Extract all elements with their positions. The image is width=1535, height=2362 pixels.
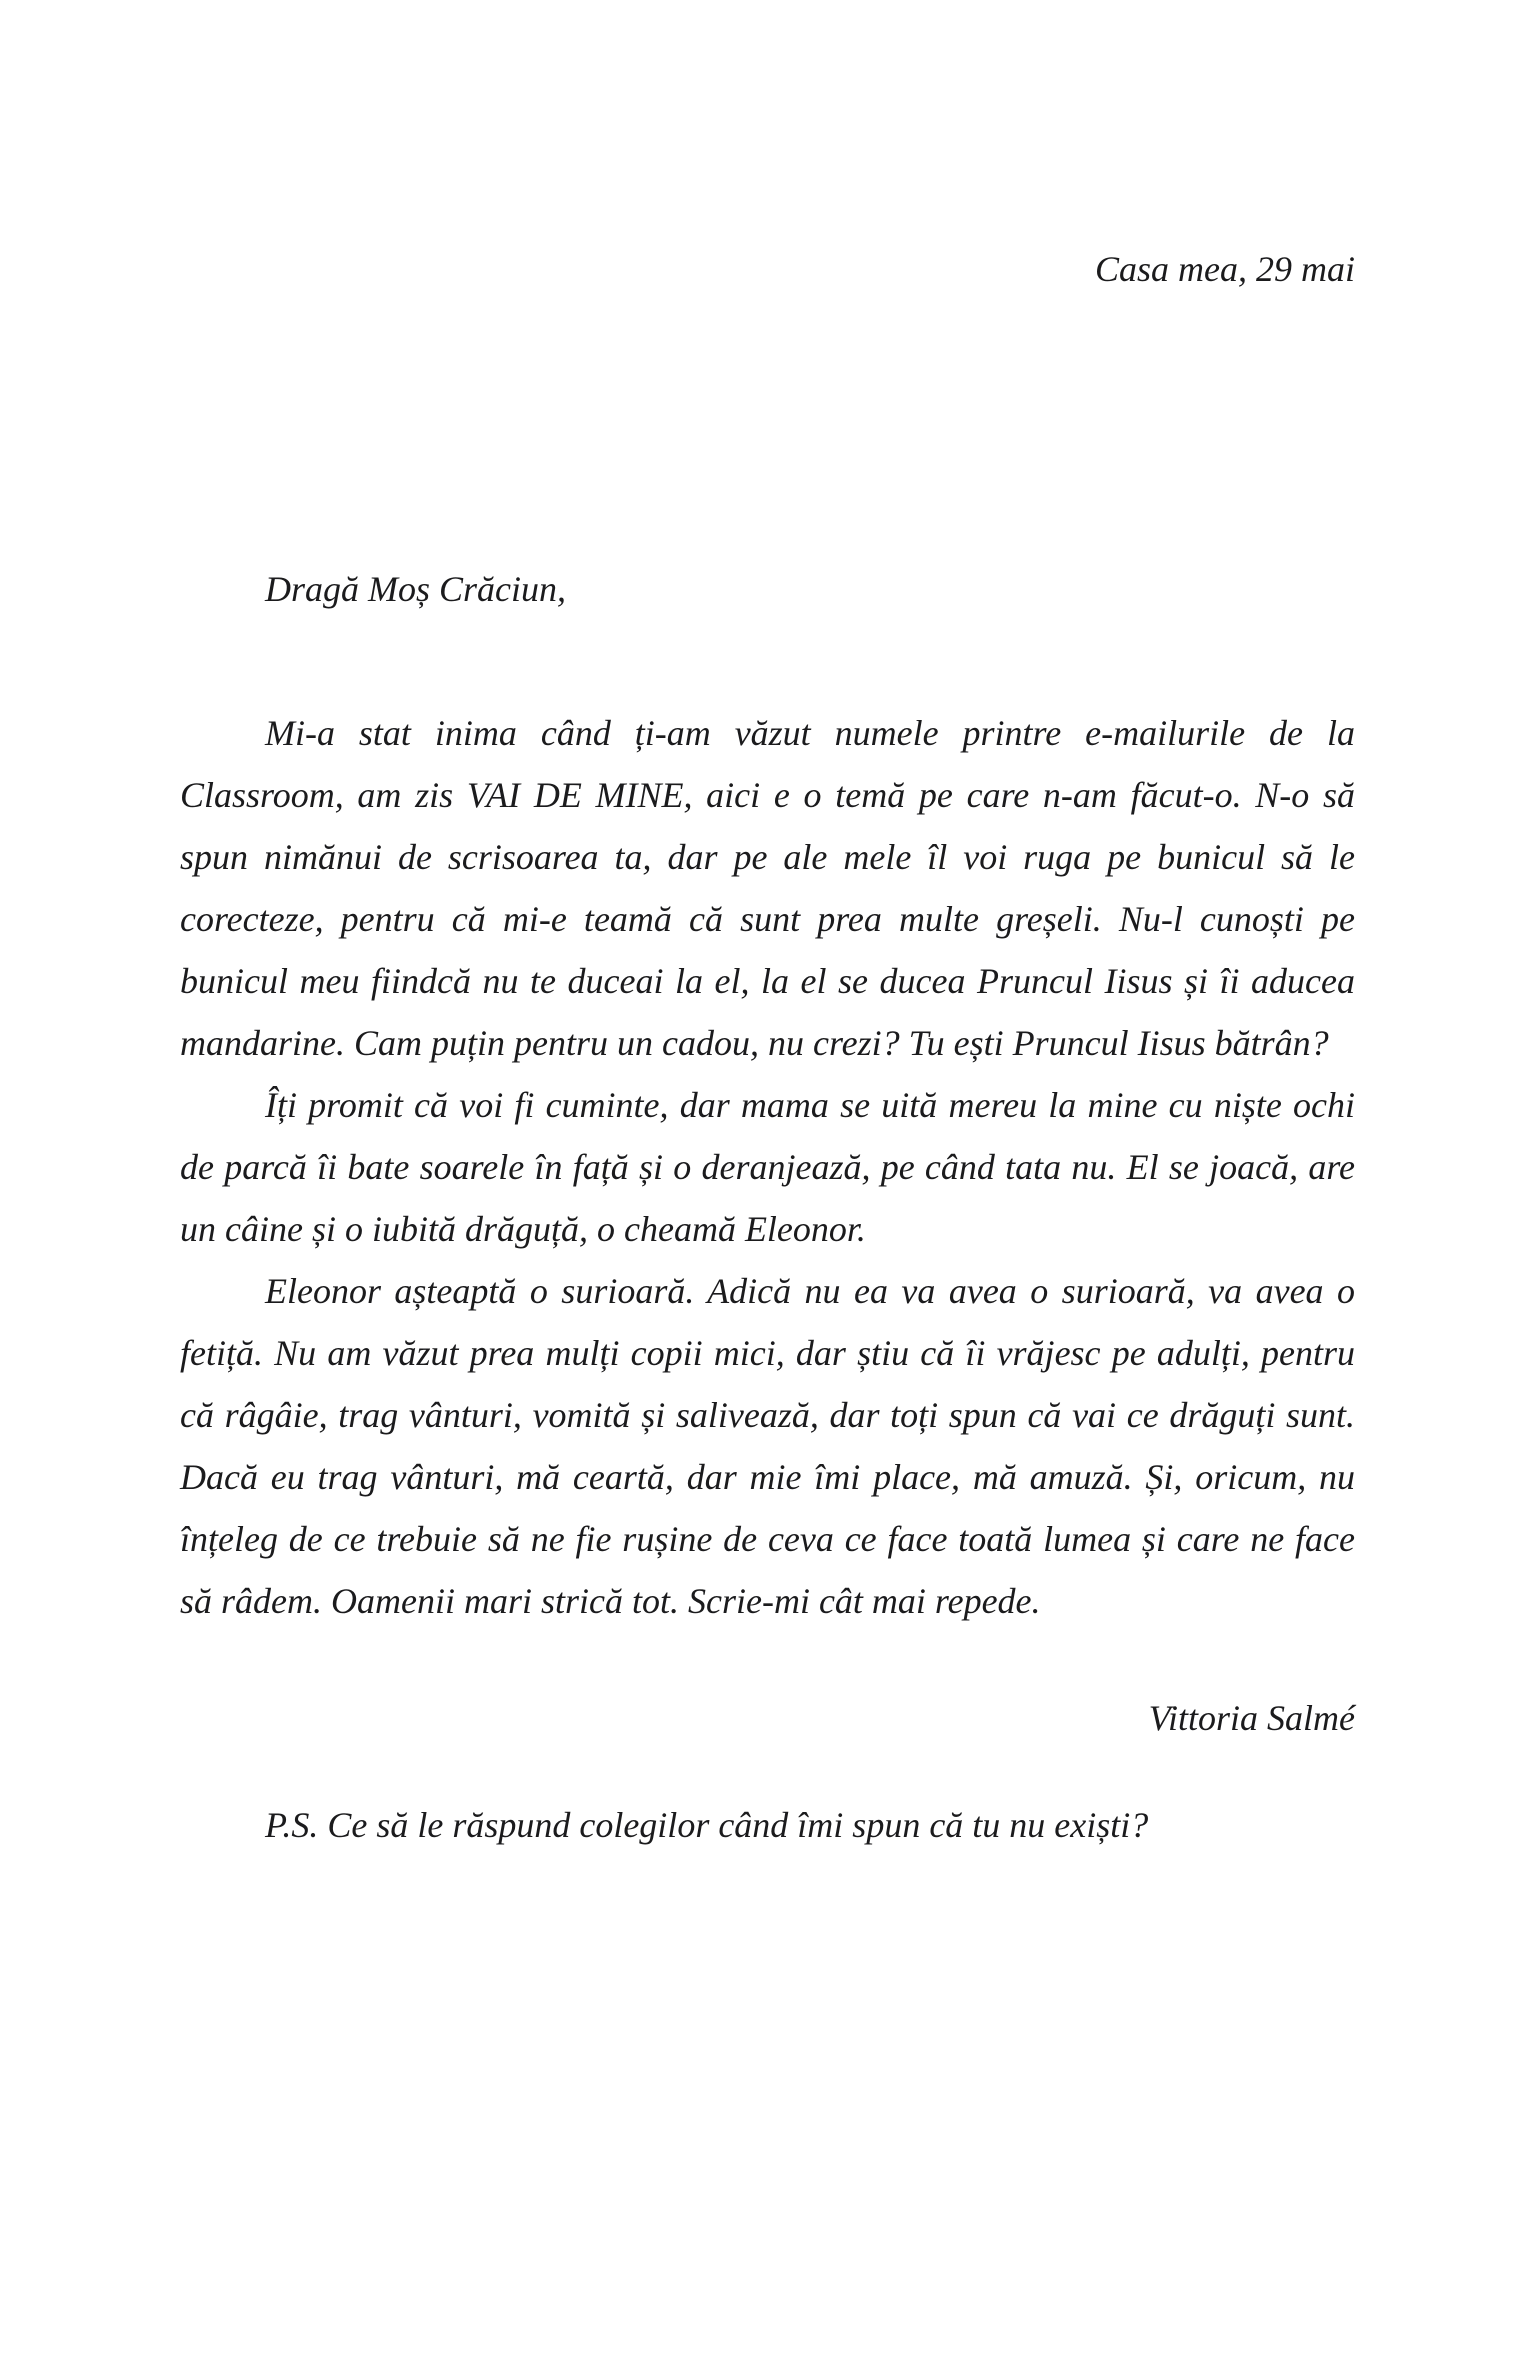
letter-paragraph-2: Îți promit că voi fi cuminte, dar mama se uită mereu la mine cu niște ochi de parcă îi bate soarele în față și o deranjează, pe când tata nu. El se joacă, are un câine și o iubită drăguță, o cheamă Eleonor. — [180, 1085, 1355, 1249]
letter-postscript: P.S. Ce să le răspund colegilor când îmi spun că tu nu exiști? — [265, 1805, 1149, 1845]
letter-signature: Vittoria Salmé — [1148, 1698, 1355, 1738]
letter-paragraph-3: Eleonor așteaptă o surioară. Adică nu ea va avea o surioară, va avea o fetiță. Nu am văzut prea mulți copii mici, dar știu că îi vrăjesc pe adulți, pentru că râgâie, trag vânturi, vomită și salivează, dar toți spun că vai ce drăguți sunt. Dacă eu trag vânturi, mă ceartă, dar mie îmi place, mă amuză. Și, oricum, nu înțeleg de ce trebuie să ne fie rușine de ceva ce face toată lumea și care ne face să râdem. Oamenii mari strică tot. Scrie-mi cât mai repede. — [180, 1271, 1355, 1621]
letter-salutation: Dragă Moș Crăciun, — [265, 569, 567, 609]
letter-dateline: Casa mea, 29 mai — [1095, 249, 1355, 289]
letter-paragraph-1: Mi-a stat inima când ți-am văzut numele printre e-mailurile de la Classroom, am zis VAI DE MINE, aici e o temă pe care n-am făcut-o. N-o să spun nimănui de scrisoarea ta, dar pe ale mele îl voi ruga pe bunicul să le corecteze, pentru că mi-e teamă că sunt prea multe greșeli. Nu-l cunoști pe bunicul meu fiindcă nu te duceai la el, la el se ducea Pruncul Iisus și îi aducea mandarine. Cam puțin pentru un cadou, nu crezi? Tu ești Pruncul Iisus bătrân? — [180, 713, 1355, 1063]
